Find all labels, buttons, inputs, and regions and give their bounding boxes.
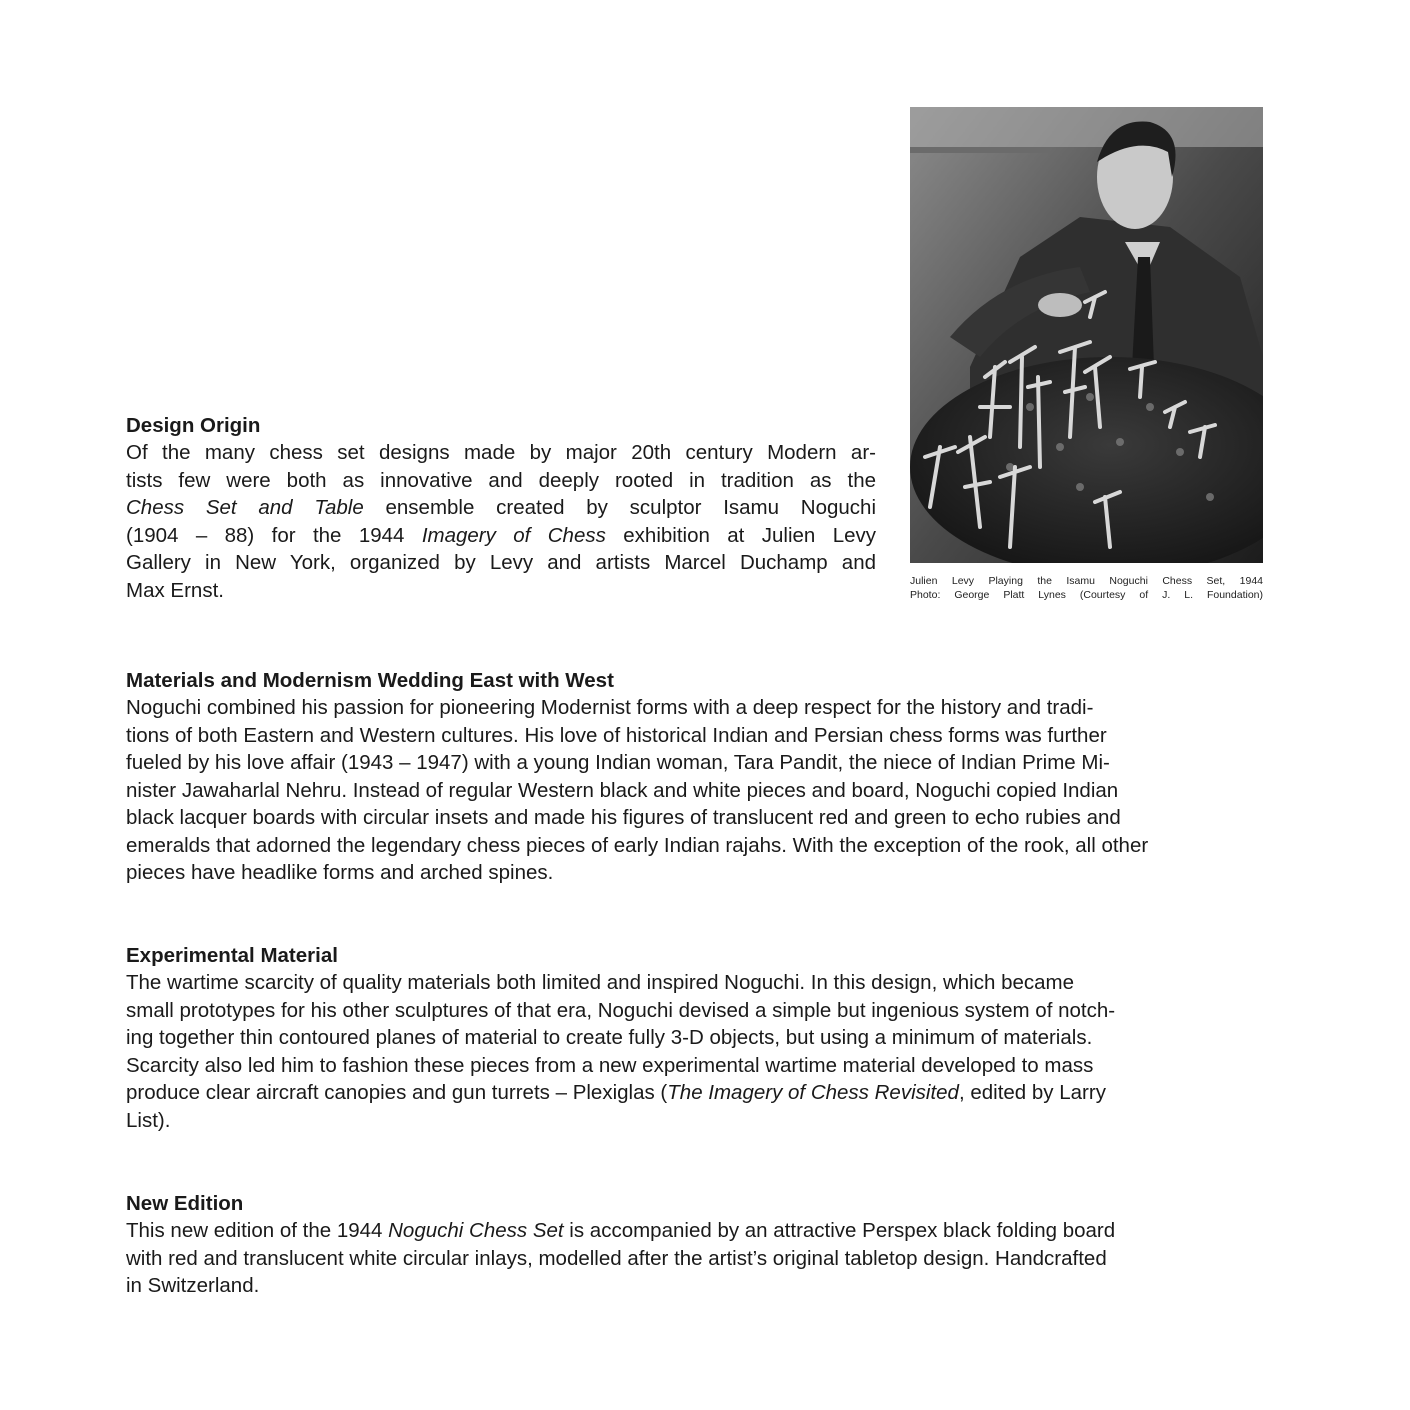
historical-photo bbox=[910, 107, 1263, 563]
text-line bbox=[126, 722, 1266, 750]
text-line bbox=[126, 1217, 1266, 1245]
section-heading: Materials and Modernism Wedding East with West bbox=[126, 669, 614, 692]
section-heading: Design Origin bbox=[126, 414, 261, 437]
text-line bbox=[126, 832, 1266, 860]
text-run: Gallery in New York, organized by Levy and artists Marcel Duchamp and bbox=[126, 551, 876, 574]
text-run: (1904 – 88) for the 1944 bbox=[126, 523, 422, 547]
text-line bbox=[126, 749, 1266, 777]
text-run: The wartime scarcity of quality materials both limited and inspired Noguchi. In this design, which became bbox=[126, 971, 1074, 994]
italic-title: Imagery of Chess bbox=[421, 523, 606, 547]
section-body bbox=[126, 969, 1266, 1134]
photo-illustration bbox=[910, 107, 1263, 563]
section-experimental-material bbox=[126, 943, 1266, 1134]
text-run: This new edition of the 1944 bbox=[126, 1219, 389, 1242]
text-run: Scarcity also led him to fashion these pieces from a new experimental wartime material developed to mass bbox=[126, 1053, 1094, 1077]
text-run: is accompanied by an attractive Perspex black folding board bbox=[563, 1219, 1116, 1242]
text-run: nister Jawaharlal Nehru. Instead of regular Western black and white pieces and board, Noguchi copied Indian bbox=[126, 778, 1119, 802]
italic-title: Noguchi Chess Set bbox=[388, 1219, 564, 1242]
italic-title: The Imagery of Chess Revisited bbox=[667, 1081, 959, 1104]
italic-title: Chess Set and Table bbox=[126, 496, 364, 519]
text-run: Of the many chess set designs made by major 20th century Modern ar- bbox=[126, 441, 876, 464]
text-run: in Switzerland. bbox=[126, 1274, 260, 1297]
text-run: tions of both Eastern and Western cultures. His love of historical Indian and Persian chess forms was further bbox=[126, 723, 1107, 747]
section-heading: Experimental Material bbox=[126, 944, 338, 967]
text-line bbox=[126, 467, 876, 495]
text-run: Max Ernst. bbox=[126, 578, 224, 602]
text-line bbox=[126, 577, 876, 605]
text-run: List). bbox=[126, 1108, 171, 1132]
caption-credit: Photo: George Platt Lynes (Courtesy of J. L. Foundation) bbox=[910, 589, 1263, 601]
text-run: black lacquer boards with circular insets and made his figures of translucent red and green to echo rubies and bbox=[126, 806, 1121, 829]
text-run: ing together thin contoured planes of material to create fully 3-D objects, but using a minimum of materials. bbox=[126, 1026, 1093, 1049]
text-line bbox=[126, 777, 1266, 805]
section-new-edition bbox=[126, 1191, 1266, 1300]
text-run: pieces have headlike forms and arched spines. bbox=[126, 861, 554, 884]
text-run: Noguchi combined his passion for pioneering Modernist forms with a deep respect for the history and tradi- bbox=[126, 696, 1094, 719]
text-line bbox=[126, 694, 1266, 722]
photo-caption bbox=[910, 574, 1263, 602]
section-body bbox=[126, 439, 876, 604]
text-run: fueled by his love affair (1943 – 1947) with a young Indian woman, Tara Pandit, the niece of Indian Prime Mi- bbox=[126, 751, 1110, 774]
text-line bbox=[126, 1079, 1266, 1107]
text-run: , edited by Larry bbox=[958, 1081, 1106, 1104]
text-line bbox=[126, 1052, 1266, 1080]
text-line bbox=[126, 549, 876, 577]
text-line bbox=[126, 1107, 1266, 1135]
text-line bbox=[126, 1245, 1266, 1273]
text-line bbox=[126, 804, 1266, 832]
text-line bbox=[126, 1272, 1266, 1300]
text-line bbox=[126, 969, 1266, 997]
text-line bbox=[126, 494, 876, 522]
text-line bbox=[126, 1024, 1266, 1052]
text-run: ensemble created by sculptor Isamu Noguchi bbox=[363, 496, 876, 519]
text-run: produce clear aircraft canopies and gun turrets – Plexiglas ( bbox=[126, 1081, 668, 1104]
text-run: tists few were both as innovative and deeply rooted in tradition as the bbox=[126, 468, 876, 492]
text-line bbox=[126, 522, 876, 550]
section-heading: New Edition bbox=[126, 1192, 244, 1215]
text-line bbox=[126, 997, 1266, 1025]
text-run: emeralds that adorned the legendary chess pieces of early Indian rajahs. With the exception of the rook, all other bbox=[126, 833, 1149, 857]
section-body bbox=[126, 694, 1266, 887]
text-run: with red and translucent white circular inlays, modelled after the artist’s original tabletop design. Handcrafted bbox=[126, 1246, 1107, 1270]
text-run: small prototypes for his other sculptures of that era, Noguchi devised a simple but ingenious system of notch- bbox=[126, 998, 1116, 1022]
text-run: exhibition at Julien Levy bbox=[605, 523, 877, 547]
text-line bbox=[126, 859, 1266, 887]
section-materials bbox=[126, 668, 1266, 887]
text-line bbox=[126, 439, 876, 467]
caption-line: Julien Levy Playing the Isamu Noguchi Chess Set, 1944 bbox=[910, 575, 1263, 587]
section-body bbox=[126, 1217, 1266, 1300]
section-design-origin bbox=[126, 413, 876, 604]
